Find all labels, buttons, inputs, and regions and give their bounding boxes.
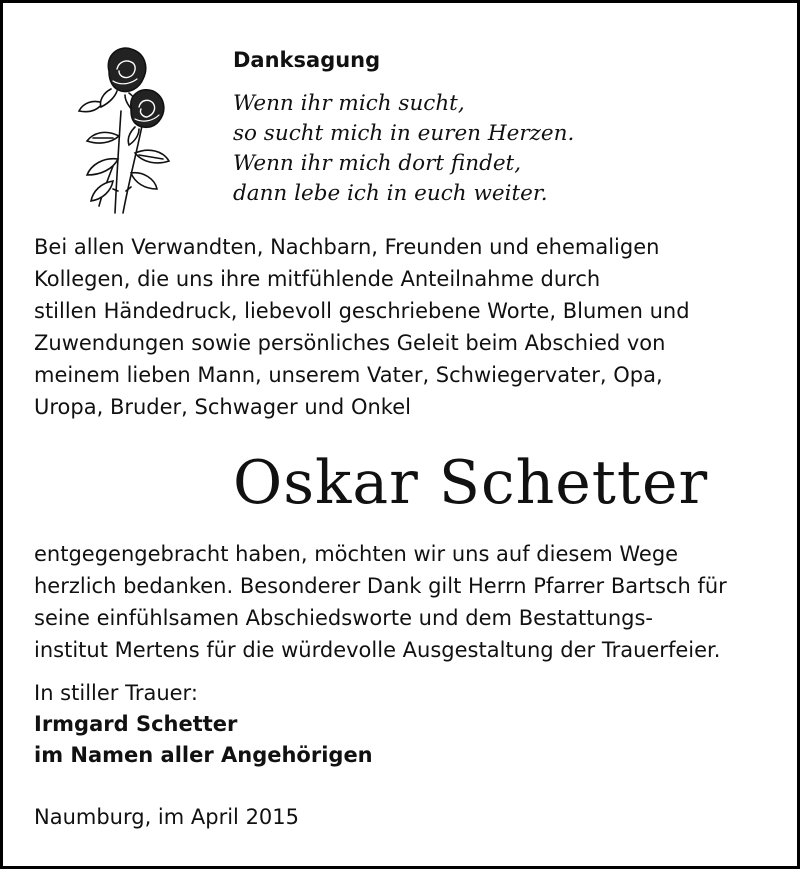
paragraph-line: Kollegen, die uns ihre mitfühlende Anteilnahme durch [34,267,601,291]
thanks-paragraph-1 [34,231,690,423]
heading-danksagung: Danksagung [233,48,381,72]
place-date: Naumburg, im April 2015 [34,805,300,829]
poem-line: Wenn ihr mich dort findet, [233,151,522,176]
paragraph-line: seine einfühlsamen Abschiedsworte und dem Bestattungs- [34,606,653,630]
paragraph-line: Zuwendungen sowie persönliches Geleit beim Abschied von [34,331,666,355]
closing-intro: In stiller Trauer: [34,681,198,705]
thanks-paragraph-2 [34,538,727,666]
paragraph-line: stillen Händedruck, liebevoll geschriebene Worte, Blumen und [34,299,690,323]
poem-line: so sucht mich in euren Herzen. [233,121,575,146]
signatory-note: im Namen aller Angehörigen [34,743,373,767]
poem-line: dann lebe ich in euch weiter. [233,181,548,206]
closing-block [34,678,373,771]
deceased-name: Oskar Schetter [233,448,709,518]
paragraph-line: entgegengebracht haben, möchten wir uns auf diesem Wege [34,542,679,566]
paragraph-line: herzlich bedanken. Besonderer Dank gilt Herrn Pfarrer Bartsch für [34,574,727,598]
paragraph-line: institut Mertens für die würdevolle Ausgestaltung der Trauerfeier. [34,638,721,662]
paragraph-line: Bei allen Verwandten, Nachbarn, Freunden und ehemaligen [34,235,660,259]
rose-icon [73,41,183,216]
signatory-name: Irmgard Schetter [34,712,238,736]
paragraph-line: meinem lieben Mann, unserem Vater, Schwiegervater, Opa, [34,363,663,387]
paragraph-line: Uropa, Bruder, Schwager und Onkel [34,395,411,419]
poem-line: Wenn ihr mich sucht, [233,91,465,116]
poem [233,89,574,209]
